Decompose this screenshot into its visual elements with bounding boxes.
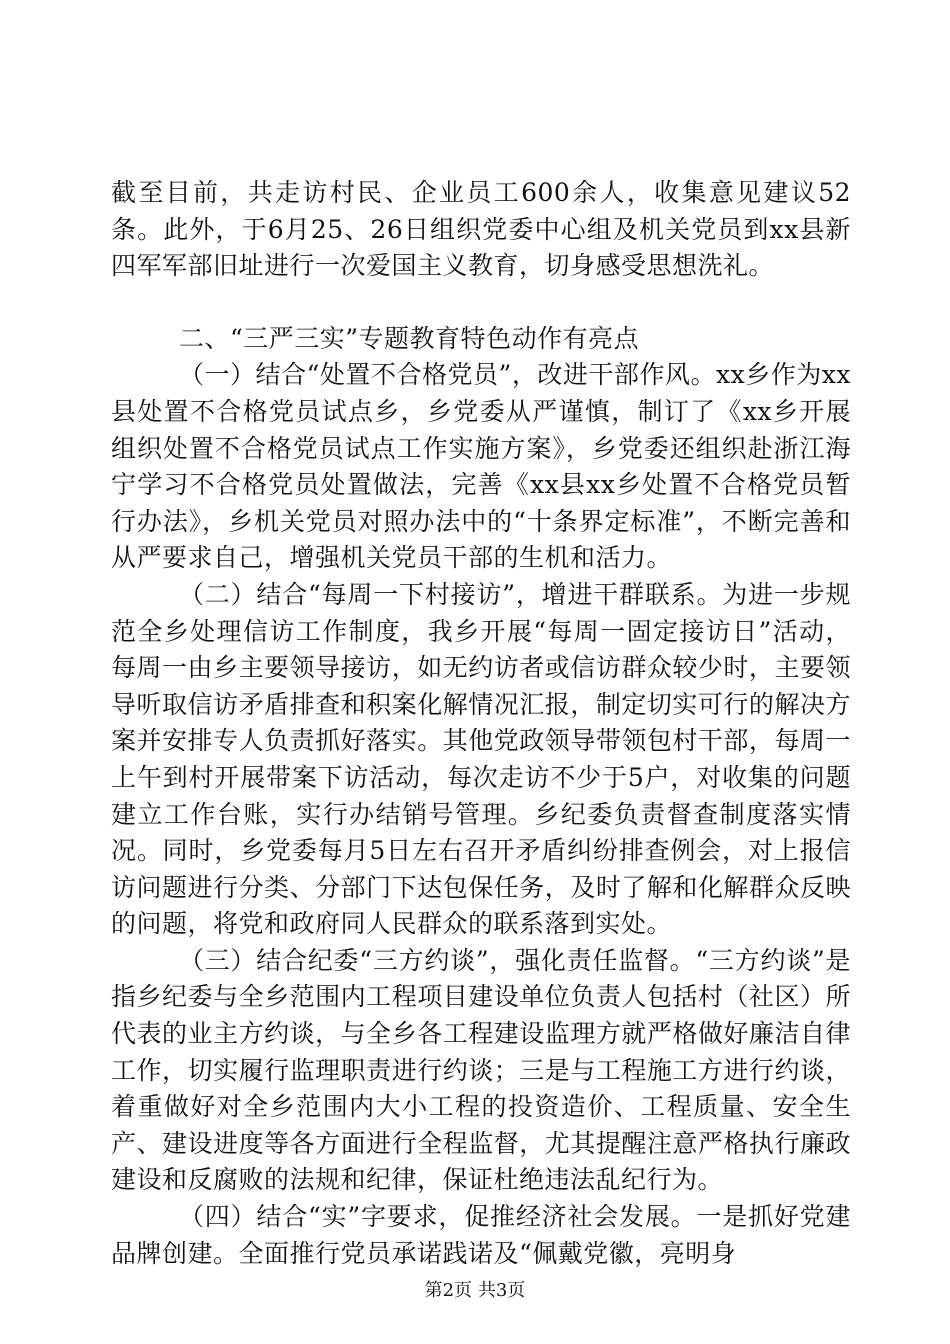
page-number-footer: 第2页 共3页 [424,1280,526,1301]
paragraph-spacer [111,285,851,321]
document-body [111,175,851,1272]
paragraph-item-3: （三）结合纪委“三方约谈”，强化责任监督。“三方约谈”是指乡纪委与全乡范围内工程项目建设单位负责人包括村（社区）所代表的业主方约谈，与全乡各工程建设监理方就严格做好廉洁自律工作，切实履行监理职责进行约谈；三是与工程施工方进行约谈，着重做好对全乡范围内大小工程的投资造价、工程质量、安全生产、建设进度等各方面进行全程监督，尤其提醒注意严格执行廉政建设和反腐败的法规和纪律，保证杜绝违法乱纪行为。 [111,945,851,1195]
section-heading: 二、“三严三实”专题教育特色动作有亮点 [179,323,640,353]
paragraph-item-4: （四）结合“实”字要求，促推经济社会发展。一是抓好党建品牌创建。全面推行党员承诺践诺及“佩戴党徽，亮明身 [111,1202,851,1268]
paragraph-item-1: （一）结合“处置不合格党员”，改进干部作风。xx乡作为xx县处置不合格党员试点乡，乡党委从严谨慎，制订了《xx乡开展组织处置不合格党员试点工作实施方案》，乡党委还组织赴浙江海宁学习不合格党员处置做法，完善《xx县xx乡处置不合格党员暂行办法》，乡机关党员对照办法中的“十条界定标准”，不断完善和从严要求自己，增强机关党员干部的生机和活力。 [111,360,851,573]
paragraph-item-2: （二）结合“每周一下村接访”，增进干群联系。为进一步规范全乡处理信访工作制度，我乡开展“每周一固定接访日”活动，每周一由乡主要领导接访，如无约访者或信访群众较少时，主要领导听取信访矛盾排查和积案化解情况汇报，制定切实可行的解决方案并安排专人负责抓好落实。其他党政领导带领包村干部，每周一上午到村开展带案下访活动，每次走访不少于5户，对收集的问题建立工作台账，实行办结销号管理。乡纪委负责督查制度落实情况。同时，乡党委每月5日左右召开矛盾纠纷排查例会，对上报信访问题进行分类、分部门下达包保任务，及时了解和化解群众反映的问题，将党和政府同人民群众的联系落到实处。 [111,579,851,939]
paragraph-continuation: 截至目前，共走访村民、企业员工600余人，收集意见建议52条。此外，于6月25、26日组织党委中心组及机关党员到xx县新四军军部旧址进行一次爱国主义教育，切身感受思想洗礼。 [111,178,851,281]
